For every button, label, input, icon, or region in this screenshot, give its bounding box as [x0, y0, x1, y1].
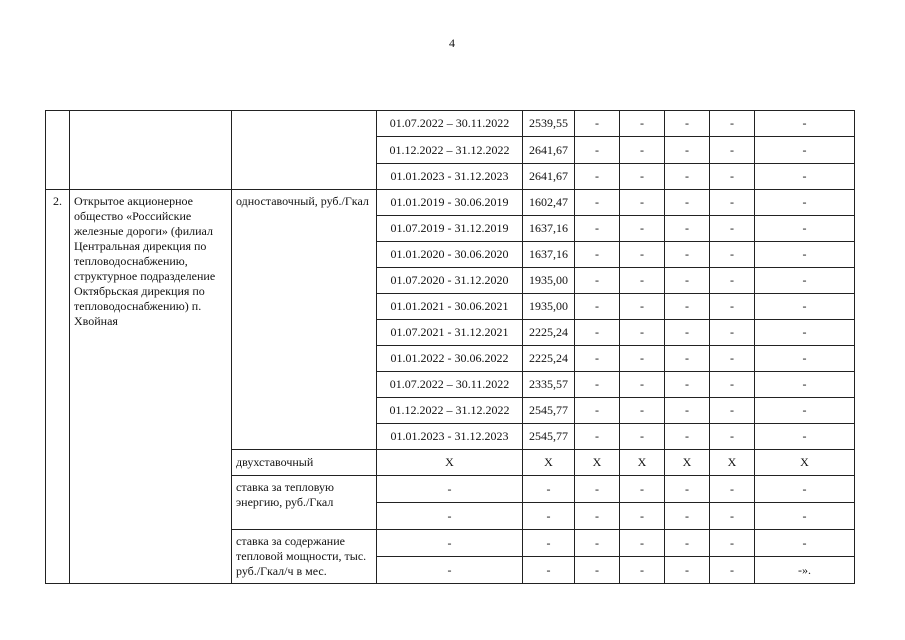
period-cell: 01.01.2020 - 30.06.2020 — [377, 242, 523, 268]
dash-cell: - — [620, 320, 665, 346]
dash-cell: - — [710, 137, 755, 164]
dash-cell: - — [575, 137, 620, 164]
dash-cell: - — [523, 530, 575, 557]
dash-cell: - — [755, 530, 855, 557]
not-applicable-mark: X — [523, 450, 575, 476]
dash-cell: - — [665, 268, 710, 294]
period-cell: 01.12.2022 – 31.12.2022 — [377, 398, 523, 424]
dash-cell: - — [755, 320, 855, 346]
dash-cell: - — [755, 190, 855, 216]
not-applicable-mark: X — [575, 450, 620, 476]
closing-quote-cell: -». — [755, 557, 855, 584]
not-applicable-mark: X — [620, 450, 665, 476]
dash-cell: - — [665, 111, 710, 137]
single-rate-label: одноставочный, руб./Гкал — [232, 190, 377, 450]
dash-cell: - — [575, 111, 620, 137]
table-row — [46, 111, 855, 137]
dash-cell: - — [620, 346, 665, 372]
dash-cell: - — [575, 503, 620, 530]
tariff-table — [45, 110, 855, 584]
dash-cell: - — [665, 216, 710, 242]
dash-cell: - — [575, 320, 620, 346]
number-cell-empty — [46, 111, 70, 190]
dash-cell: - — [710, 164, 755, 190]
dash-cell: - — [710, 320, 755, 346]
dash-cell: - — [710, 372, 755, 398]
dash-cell: - — [665, 530, 710, 557]
dash-cell: - — [710, 111, 755, 137]
tariff-value-cell: 2545,77 — [523, 424, 575, 450]
tariff-value-cell: 2641,67 — [523, 164, 575, 190]
dash-cell: - — [665, 398, 710, 424]
dash-cell: - — [710, 190, 755, 216]
dash-cell: - — [665, 190, 710, 216]
dash-cell: - — [620, 398, 665, 424]
tariff-value-cell: 1637,16 — [523, 216, 575, 242]
tariff-value-cell: 2225,24 — [523, 320, 575, 346]
dash-cell: - — [665, 346, 710, 372]
period-cell: 01.01.2021 - 30.06.2021 — [377, 294, 523, 320]
dash-cell: - — [665, 503, 710, 530]
dash-cell: - — [575, 530, 620, 557]
dash-cell: - — [575, 294, 620, 320]
dash-cell: - — [620, 137, 665, 164]
dash-cell: - — [755, 111, 855, 137]
dash-cell: - — [710, 294, 755, 320]
page-number: 4 — [449, 36, 455, 50]
dash-cell: - — [710, 398, 755, 424]
dash-cell: - — [620, 111, 665, 137]
dash-cell: - — [620, 294, 665, 320]
heat-energy-rate-label: ставка за тепловую энергию, руб./Гкал — [232, 476, 377, 530]
rate-type-cell-empty — [232, 111, 377, 190]
dash-cell: - — [755, 476, 855, 503]
entry-number: 2. — [46, 190, 70, 584]
dash-cell: - — [620, 216, 665, 242]
dash-cell: - — [620, 476, 665, 503]
dash-cell: - — [575, 190, 620, 216]
period-cell: 01.01.2023 - 31.12.2023 — [377, 164, 523, 190]
dash-cell: - — [665, 372, 710, 398]
dash-cell: - — [620, 190, 665, 216]
not-applicable-mark: X — [710, 450, 755, 476]
period-cell: 01.12.2022 – 31.12.2022 — [377, 137, 523, 164]
period-cell: 01.07.2022 – 30.11.2022 — [377, 111, 523, 137]
dash-cell: - — [575, 557, 620, 584]
dash-cell: - — [523, 476, 575, 503]
dash-cell: - — [755, 372, 855, 398]
not-applicable-mark: X — [755, 450, 855, 476]
dash-cell: - — [665, 557, 710, 584]
tariff-value-cell: 2641,67 — [523, 137, 575, 164]
dash-cell: - — [710, 242, 755, 268]
dash-cell: - — [710, 476, 755, 503]
dash-cell: - — [665, 320, 710, 346]
dash-cell: - — [755, 424, 855, 450]
dash-cell: - — [620, 503, 665, 530]
period-cell: 01.07.2022 – 30.11.2022 — [377, 372, 523, 398]
dash-cell: - — [575, 164, 620, 190]
not-applicable-mark: X — [377, 450, 523, 476]
dash-cell: - — [710, 346, 755, 372]
tariff-value-cell: 2545,77 — [523, 398, 575, 424]
dash-cell: - — [755, 216, 855, 242]
dash-cell: - — [755, 137, 855, 164]
dash-cell: - — [620, 424, 665, 450]
tariff-value-cell: 2225,24 — [523, 346, 575, 372]
dash-cell: - — [620, 530, 665, 557]
tariff-value-cell: 2539,55 — [523, 111, 575, 137]
dash-cell: - — [377, 503, 523, 530]
dash-cell: - — [665, 164, 710, 190]
period-cell: 01.01.2019 - 30.06.2019 — [377, 190, 523, 216]
tariff-value-cell: 2335,57 — [523, 372, 575, 398]
dash-cell: - — [620, 242, 665, 268]
dash-cell: - — [710, 503, 755, 530]
dash-cell: - — [710, 216, 755, 242]
dash-cell: - — [575, 216, 620, 242]
dash-cell: - — [710, 530, 755, 557]
period-cell: 01.01.2022 - 30.06.2022 — [377, 346, 523, 372]
dash-cell: - — [377, 557, 523, 584]
period-cell: 01.07.2019 - 31.12.2019 — [377, 216, 523, 242]
dash-cell: - — [665, 424, 710, 450]
table-row — [46, 190, 855, 216]
dash-cell: - — [755, 398, 855, 424]
period-cell: 01.07.2020 - 31.12.2020 — [377, 268, 523, 294]
dash-cell: - — [523, 557, 575, 584]
dash-cell: - — [377, 476, 523, 503]
dash-cell: - — [755, 503, 855, 530]
dash-cell: - — [575, 242, 620, 268]
not-applicable-mark: X — [665, 450, 710, 476]
organization-name: Открытое акционерное общество «Российские железные дороги» (филиал Центральная дирекция по тепловодоснабжению, структурное подразделение Октябрьская дирекция по тепловодоснабжению) п. Хвойная — [70, 190, 232, 584]
dash-cell: - — [620, 372, 665, 398]
dash-cell: - — [755, 268, 855, 294]
dash-cell: - — [665, 476, 710, 503]
dash-cell: - — [755, 164, 855, 190]
organization-cell-empty — [70, 111, 232, 190]
dash-cell: - — [575, 424, 620, 450]
tariff-value-cell: 1637,16 — [523, 242, 575, 268]
dash-cell: - — [755, 294, 855, 320]
dash-cell: - — [710, 268, 755, 294]
dash-cell: - — [665, 137, 710, 164]
tariff-value-cell: 1602,47 — [523, 190, 575, 216]
tariff-value-cell: 1935,00 — [523, 268, 575, 294]
dash-cell: - — [620, 268, 665, 294]
dash-cell: - — [755, 242, 855, 268]
two-rate-label: двухставочный — [232, 450, 377, 476]
capacity-rate-label: ставка за содержание тепловой мощности, тыс. руб./Гкал/ч в мес. — [232, 530, 377, 584]
dash-cell: - — [575, 346, 620, 372]
dash-cell: - — [620, 164, 665, 190]
dash-cell: - — [523, 503, 575, 530]
dash-cell: - — [620, 557, 665, 584]
dash-cell: - — [377, 530, 523, 557]
tariff-value-cell: 1935,00 — [523, 294, 575, 320]
dash-cell: - — [755, 346, 855, 372]
dash-cell: - — [575, 372, 620, 398]
dash-cell: - — [575, 476, 620, 503]
dash-cell: - — [665, 242, 710, 268]
dash-cell: - — [710, 424, 755, 450]
dash-cell: - — [575, 398, 620, 424]
dash-cell: - — [665, 294, 710, 320]
dash-cell: - — [710, 557, 755, 584]
period-cell: 01.01.2023 - 31.12.2023 — [377, 424, 523, 450]
period-cell: 01.07.2021 - 31.12.2021 — [377, 320, 523, 346]
dash-cell: - — [575, 268, 620, 294]
